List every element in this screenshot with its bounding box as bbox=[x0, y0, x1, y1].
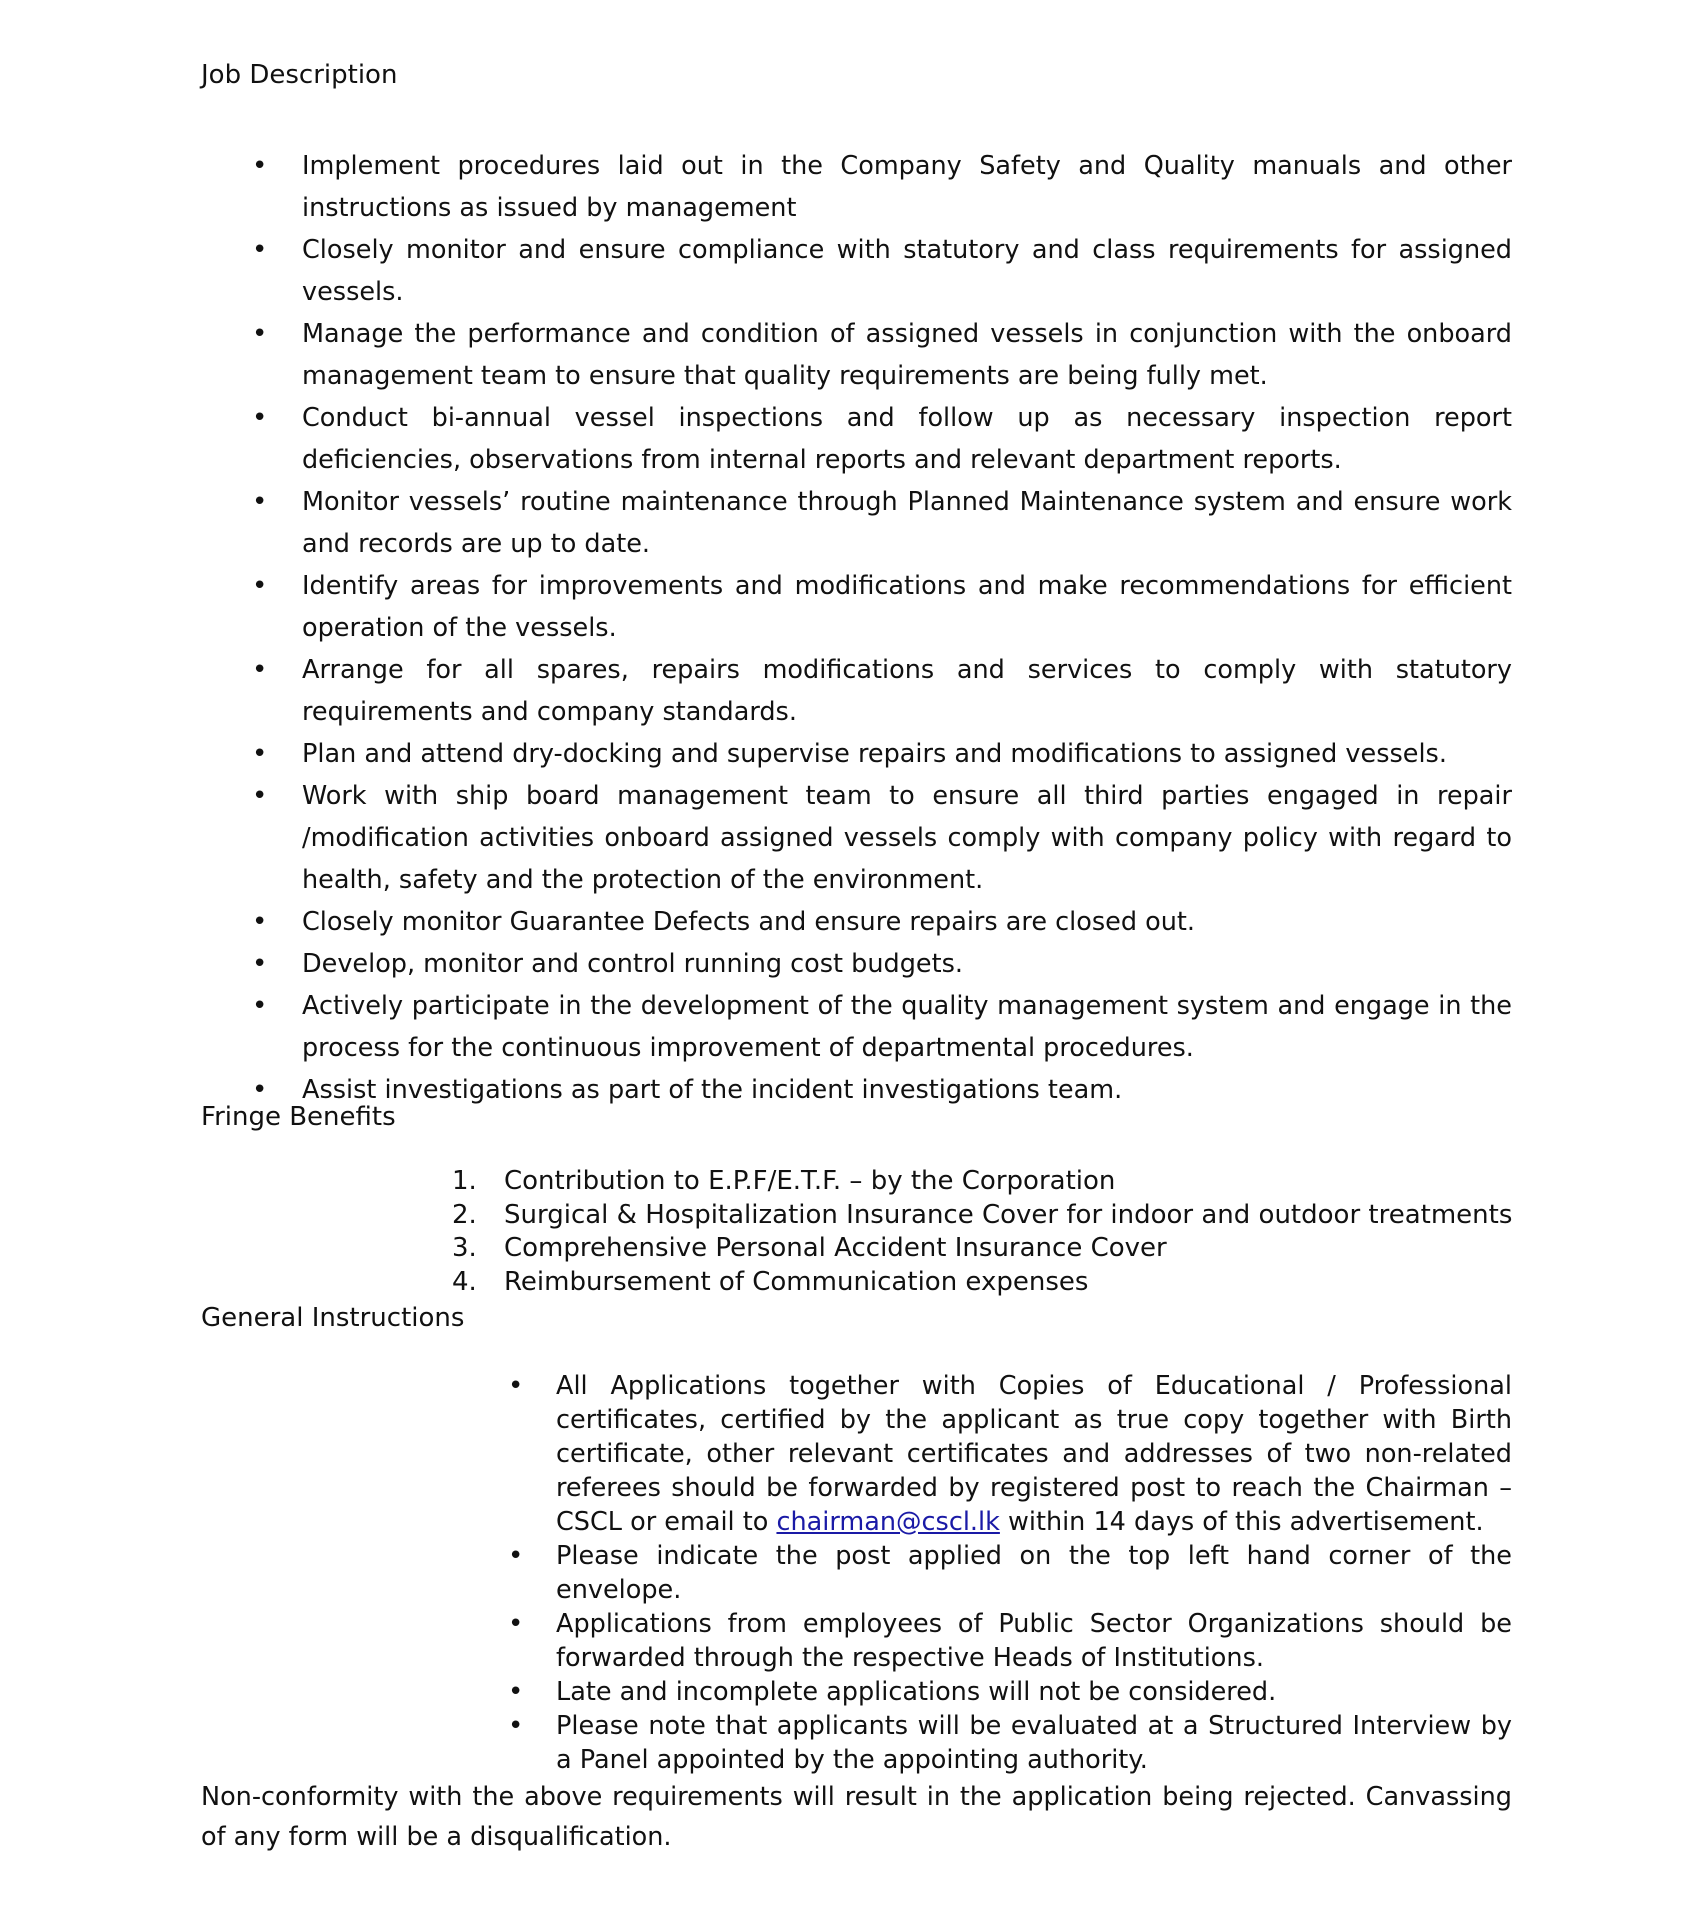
general-instructions-list bbox=[504, 1369, 1512, 1777]
list-item: • Identify areas for improvements and modifications and make recommendations for efficient operation of the vessels. bbox=[246, 565, 1512, 649]
list-number: 1. bbox=[452, 1166, 477, 1196]
list-item: • Arrange for all spares, repairs modifications and services to comply with statutory requirements and company standards. bbox=[246, 649, 1512, 733]
list-item: • Monitor vessels’ routine maintenance through Planned Maintenance system and ensure work and records are up to date. bbox=[246, 481, 1512, 565]
list-item: • Closely monitor Guarantee Defects and ensure repairs are closed out. bbox=[246, 901, 1512, 943]
list-item: • Closely monitor and ensure compliance with statutory and class requirements for assigned vessels. bbox=[246, 229, 1512, 313]
list-item: • Implement procedures laid out in the Company Safety and Quality manuals and other instructions as issued by management bbox=[246, 145, 1512, 229]
list-item: • Late and incomplete applications will not be considered. bbox=[504, 1675, 1512, 1709]
list-text: within 14 days of this advertisement. bbox=[1008, 1507, 1484, 1537]
closing-paragraph: Non-conformity with the above requirements will result in the application being rejected. Canvassing of any form will be a disqualification. bbox=[201, 1782, 1512, 1852]
fringe-benefits-list bbox=[452, 1165, 1552, 1299]
list-item bbox=[452, 1199, 1552, 1233]
job-description-heading: Job Description bbox=[201, 60, 398, 90]
list-text: All Applications together with Copies of Educational / Professional certificates, certified by the applicant as true copy together with Birth certificate, other relevant certificates and addresses of two non-related referees should be forwarded by registered post to reach the Chairman – CSCL or email to bbox=[556, 1371, 1512, 1537]
list-item: • Assist investigations as part of the incident investigations team. bbox=[246, 1069, 1512, 1111]
list-text: Surgical & Hospitalization Insurance Cover for indoor and outdoor treatments bbox=[504, 1199, 1513, 1230]
list-item: • Please indicate the post applied on the top left hand corner of the envelope. bbox=[504, 1539, 1512, 1607]
chairman-email-link[interactable]: chairman@cscl.lk bbox=[776, 1507, 1000, 1537]
list-item bbox=[452, 1232, 1552, 1266]
list-item: • Work with ship board management team to ensure all third parties engaged in repair /modification activities onboard assigned vessels comply with company policy with regard to health, safety and the protection of the environment. bbox=[246, 775, 1512, 901]
list-item bbox=[452, 1165, 1552, 1199]
list-text: Contribution to E.P.F/E.T.F. – by the Corporation bbox=[504, 1166, 1116, 1196]
list-text: Comprehensive Personal Accident Insurance Cover bbox=[504, 1233, 1167, 1263]
list-number: 3. bbox=[452, 1233, 477, 1263]
general-instructions-heading: General Instructions bbox=[201, 1303, 465, 1333]
list-text: Reimbursement of Communication expenses bbox=[504, 1266, 1089, 1297]
list-number: 4. bbox=[452, 1266, 477, 1297]
list-item: • Plan and attend dry-docking and supervise repairs and modifications to assigned vessels. bbox=[246, 733, 1512, 775]
list-item: • Develop, monitor and control running cost budgets. bbox=[246, 943, 1512, 985]
list-item: • Please note that applicants will be evaluated at a Structured Interview by a Panel appointed by the appointing authority. bbox=[504, 1709, 1512, 1777]
list-item bbox=[452, 1266, 1552, 1300]
list-item: • Applications from employees of Public Sector Organizations should be forwarded through the respective Heads of Institutions. bbox=[504, 1607, 1512, 1675]
list-item: • Manage the performance and condition of assigned vessels in conjunction with the onboard management team to ensure that quality requirements are being fully met. bbox=[246, 313, 1512, 397]
list-item: • Conduct bi-annual vessel inspections and follow up as necessary inspection report deficiencies, observations from internal reports and relevant department reports. bbox=[246, 397, 1512, 481]
job-description-list bbox=[246, 145, 1512, 1111]
list-item bbox=[504, 1369, 1512, 1539]
list-item: • Actively participate in the development of the quality management system and engage in the process for the continuous improvement of departmental procedures. bbox=[246, 985, 1512, 1069]
fringe-benefits-heading: Fringe Benefits bbox=[201, 1102, 396, 1132]
list-number: 2. bbox=[452, 1199, 477, 1230]
